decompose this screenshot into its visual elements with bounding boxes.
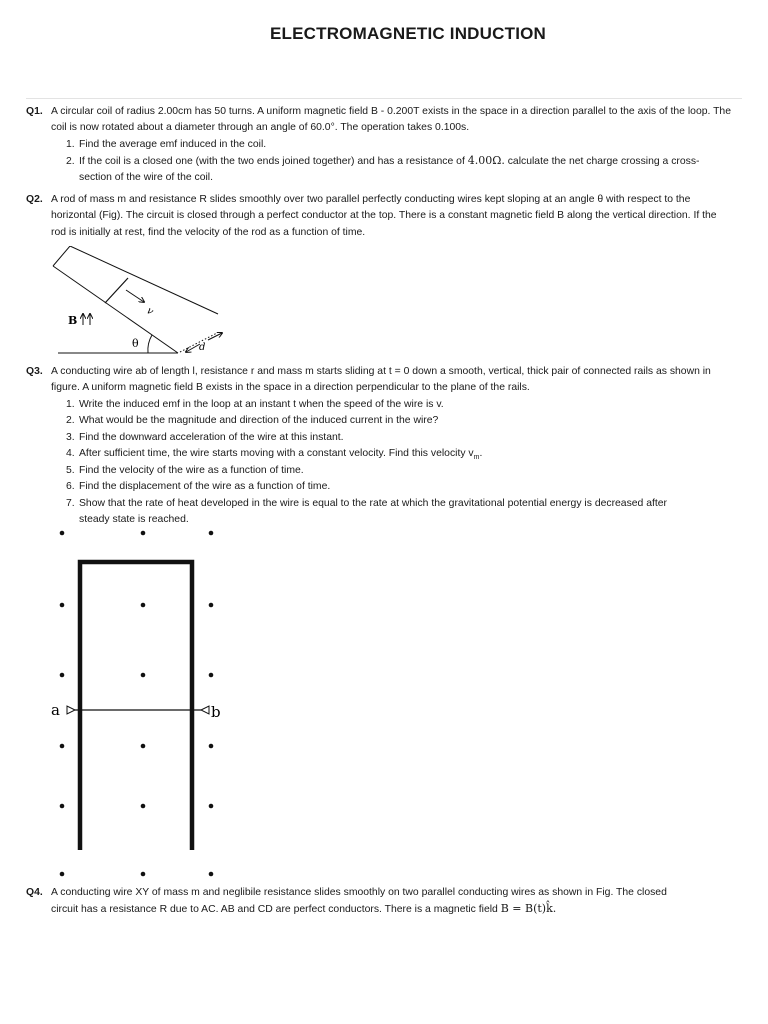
- wire-end-a: [67, 706, 75, 714]
- item-number: 2.: [66, 156, 75, 167]
- sliding-rod: [105, 278, 128, 303]
- angle-arc: [148, 335, 152, 353]
- item-number: 6.: [66, 481, 75, 492]
- item-text: Find the velocity of the wire as a function of time.: [79, 465, 304, 476]
- item-text: What would be the magnitude and direction of the induced current in the wire?: [79, 415, 439, 426]
- question-4: [26, 885, 734, 919]
- item-number: 5.: [66, 465, 75, 476]
- item-text: Find the average emf induced in the coil.: [79, 139, 267, 150]
- item-text-end: .: [479, 448, 483, 459]
- rails: [80, 562, 192, 850]
- question-text-line-2: circuit has a resistance R due to AC. AB and CD are perfect conductors. There is a magnetic field: [51, 904, 501, 916]
- item-number: 3.: [66, 432, 75, 443]
- lower-rail: [53, 266, 178, 353]
- question-text-line-1: A conducting wire XY of mass m and neglibile resistance slides smoothly on two parallel conducting wires as shown in Fig. The closed: [51, 887, 667, 898]
- item-text-cont: calculate the net charge crossing a cross-: [504, 156, 700, 167]
- subscript: m: [473, 454, 480, 462]
- item-text: Show that the rate of heat developed in the wire is equal to the rate at which the gravitational potential energy is decreased after: [79, 498, 668, 509]
- question-text: A rod of mass m and resistance R slides smoothly over two parallel perfectly conducting wires kept sloping at an angle θ with respect to the horizontal (Fig). The circuit is closed through a perfect conductor at the top. There is a constant magnetic field B along the vertical direction. If the rod is initially at rest, find the velocity of the rod as a function of time.: [51, 194, 717, 238]
- list-item: [66, 413, 738, 429]
- question-number: Q3.: [26, 366, 43, 377]
- list-item: [66, 137, 738, 153]
- velocity-arrow: [126, 290, 144, 302]
- velocity-label: v: [144, 305, 156, 318]
- top-conductor: [53, 246, 70, 266]
- question-text: A circular coil of radius 2.00cm has 50 turns. A uniform magnetic field B - 0.200T exists in the space in a direction parallel to the axis of the loop. The coil is now rotated about a diameter through an angle of 60.0°. The operation takes 0.100s.: [51, 106, 731, 134]
- question-number: Q4.: [26, 887, 43, 898]
- field-equation: B = B(t)k̂.: [500, 902, 557, 916]
- list-item: [66, 153, 738, 187]
- angle-label: θ: [132, 337, 139, 350]
- divider: [26, 98, 742, 99]
- item-text: Find the downward acceleration of the wire at this instant.: [79, 432, 344, 443]
- wire-end-b: [201, 706, 209, 714]
- list-item: [66, 430, 738, 446]
- item-text: If the coil is a closed one (with the two ends joined together) and has a resistance of: [79, 156, 468, 167]
- item-number: 7.: [66, 498, 75, 509]
- question-number: Q2.: [26, 194, 43, 205]
- item-text: Write the induced emf in the loop at an instant t when the speed of the wire is v.: [79, 399, 444, 410]
- item-text: After sufficient time, the wire starts moving with a constant velocity. Find this velocity v: [79, 448, 474, 459]
- question-1: [26, 104, 734, 137]
- vertical-rails-figure: [45, 525, 235, 880]
- upper-rail: [70, 246, 218, 314]
- list-item: [66, 397, 738, 413]
- list-item: [66, 463, 738, 479]
- question-3: [26, 364, 734, 397]
- item-continuation: section of the wire of the coil.: [79, 172, 213, 184]
- distance-label: d: [199, 342, 206, 353]
- item-continuation: steady state is reached.: [79, 514, 189, 526]
- page-title: ELECTROMAGNETIC INDUCTION: [269, 24, 547, 43]
- label-a: a: [51, 701, 60, 719]
- list-item: [66, 496, 738, 529]
- question-2: [26, 192, 734, 241]
- item-number: 1.: [66, 139, 75, 150]
- item-number: 1.: [66, 399, 75, 410]
- resistance-value: 4.00Ω.: [467, 154, 505, 167]
- item-number: 4.: [66, 448, 75, 459]
- list-item: [66, 479, 738, 495]
- item-number: 2.: [66, 415, 75, 426]
- label-b: b: [211, 703, 221, 721]
- question-number: Q1.: [26, 106, 43, 117]
- question-text: A conducting wire ab of length l, resistance r and mass m starts sliding at t = 0 down a smooth, vertical, thick pair of connected rails as shown in figure. A uniform magnetic field B exists in the space in a direction perpendicular to the plane of the rails.: [51, 366, 711, 394]
- item-text: Find the displacement of the wire as a function of time.: [79, 481, 331, 492]
- field-label: B: [68, 314, 78, 327]
- inclined-rails-figure: [50, 246, 230, 360]
